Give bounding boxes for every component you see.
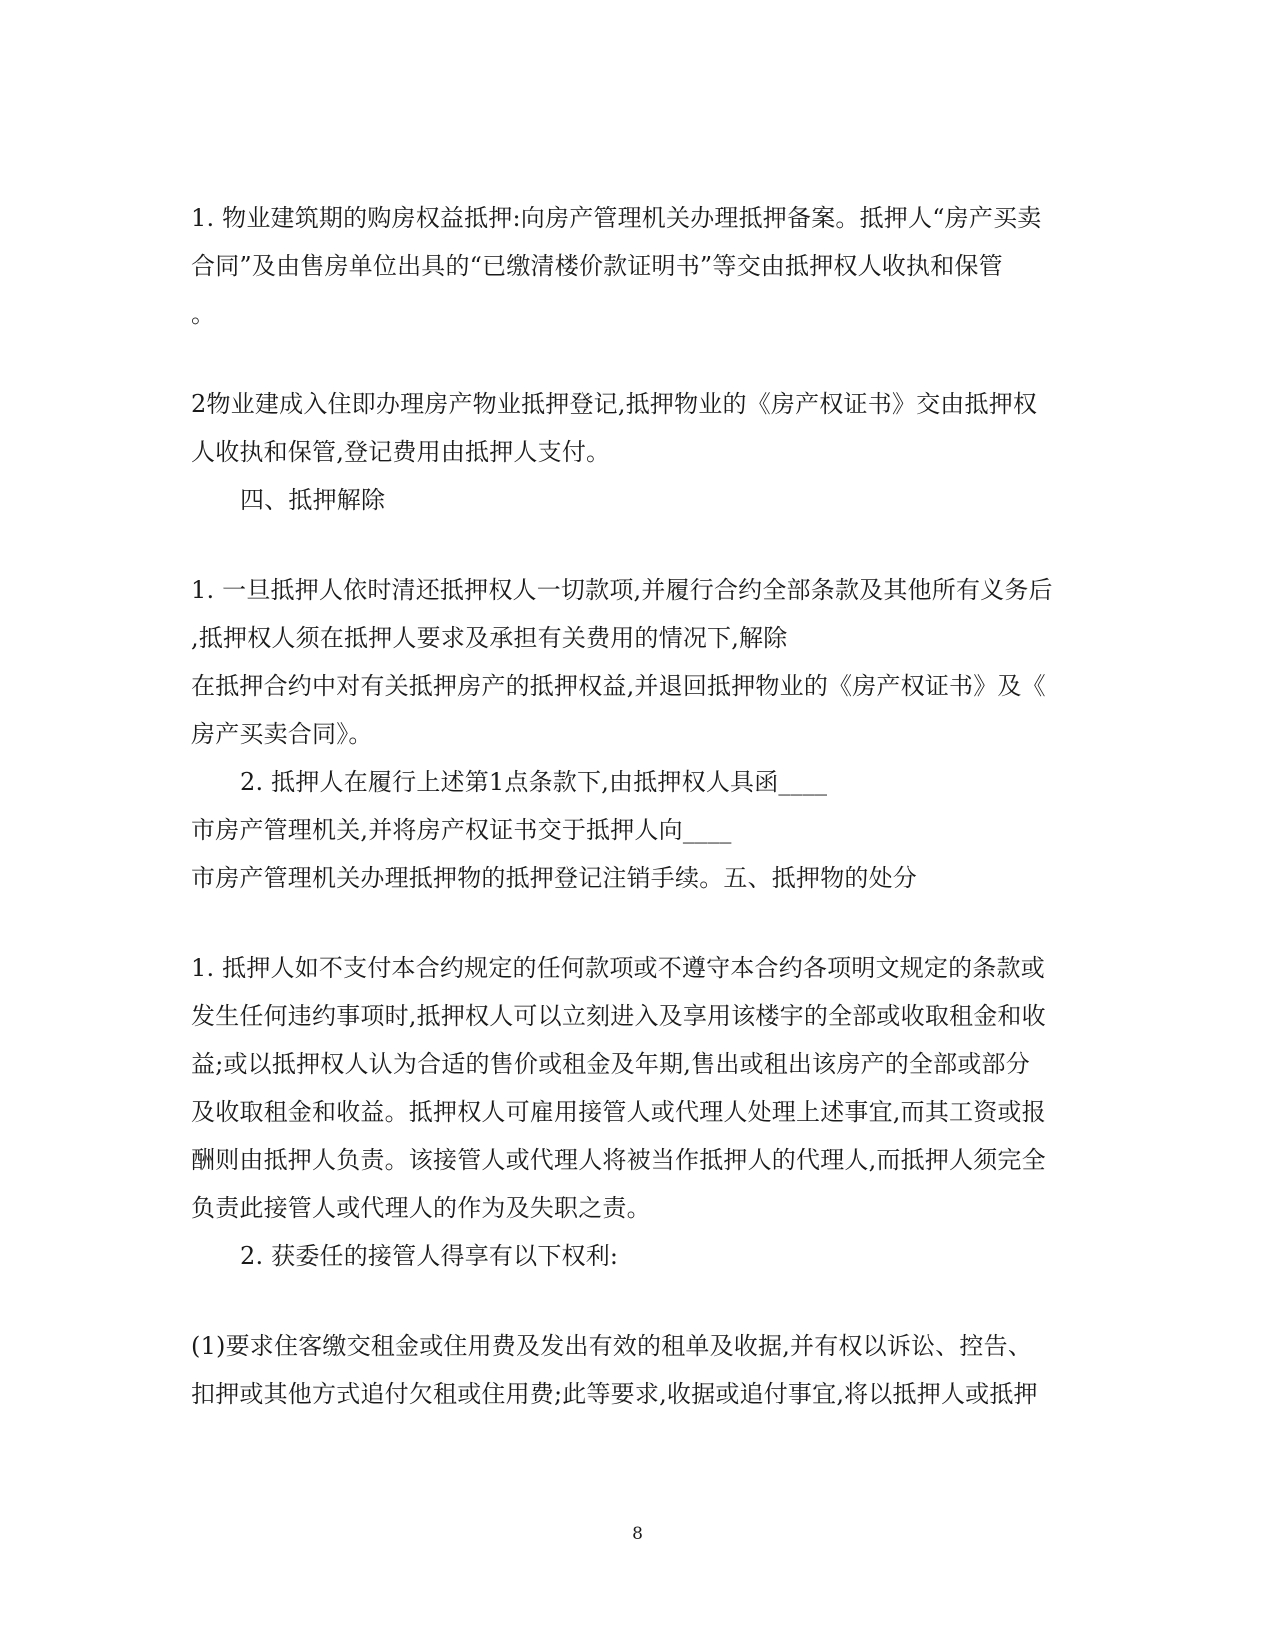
text-line: 2物业建成入住即办理房产物业抵押登记,抵押物业的《房产权证书》交由抵押权	[191, 390, 1038, 418]
text-line: 合同”及由售房单位出具的“已缴清楼价款证明书”等交由抵押权人收执和保管	[191, 252, 1003, 280]
text-line: 。	[191, 300, 216, 328]
text-line: ,抵押权人须在抵押人要求及承担有关费用的情况下,解除	[191, 624, 788, 652]
text-line: 酬则由抵押人负责。该接管人或代理人将被当作抵押人的代理人,而抵押人须完全	[191, 1146, 1046, 1174]
text-line: 益;或以抵押权人认为合适的售价或租金及年期,售出或租出该房产的全部或部分	[191, 1050, 1030, 1078]
text-line: 1. 抵押人如不支付本合约规定的任何款项或不遵守本合约各项明文规定的条款或	[191, 954, 1045, 982]
text-line: 在抵押合约中对有关抵押房产的抵押权益,并退回抵押物业的《房产权证书》及《	[191, 672, 1046, 700]
text-line: (1)要求住客缴交租金或住用费及发出有效的租单及收据,并有权以诉讼、控告、	[191, 1332, 1033, 1360]
text-line: 及收取租金和收益。抵押权人可雇用接管人或代理人处理上述事宜,而其工资或报	[191, 1098, 1046, 1126]
section-heading: 四、抵押解除	[240, 486, 386, 514]
text-line: 2. 抵押人在履行上述第1点条款下,由抵押权人具函____	[240, 768, 828, 796]
text-line: 扣押或其他方式追付欠租或住用费;此等要求,收据或追付事宜,将以抵押人或抵押	[191, 1380, 1038, 1408]
text-line: 市房产管理机关,并将房产权证书交于抵押人向____	[191, 816, 732, 844]
text-line: 发生任何违约事项时,抵押权人可以立刻进入及享用该楼宇的全部或收取租金和收	[191, 1002, 1046, 1030]
text-line: 1. 物业建筑期的购房权益抵押:向房产管理机关办理抵押备案。抵押人“房产买卖	[191, 204, 1042, 232]
page-number: 8	[632, 1524, 643, 1544]
text-line: 负责此接管人或代理人的作为及失职之责。	[191, 1194, 651, 1222]
text-line: 2. 获委任的接管人得享有以下权利:	[240, 1242, 619, 1270]
text-line: 房产买卖合同》。	[191, 720, 373, 748]
text-line: 人收执和保管,登记费用由抵押人支付。	[191, 438, 611, 466]
text-line: 1. 一旦抵押人依时清还抵押权人一切款项,并履行合约全部条款及其他所有义务后	[191, 576, 1053, 604]
text-line: 市房产管理机关办理抵押物的抵押登记注销手续。五、抵押物的处分	[191, 864, 917, 892]
